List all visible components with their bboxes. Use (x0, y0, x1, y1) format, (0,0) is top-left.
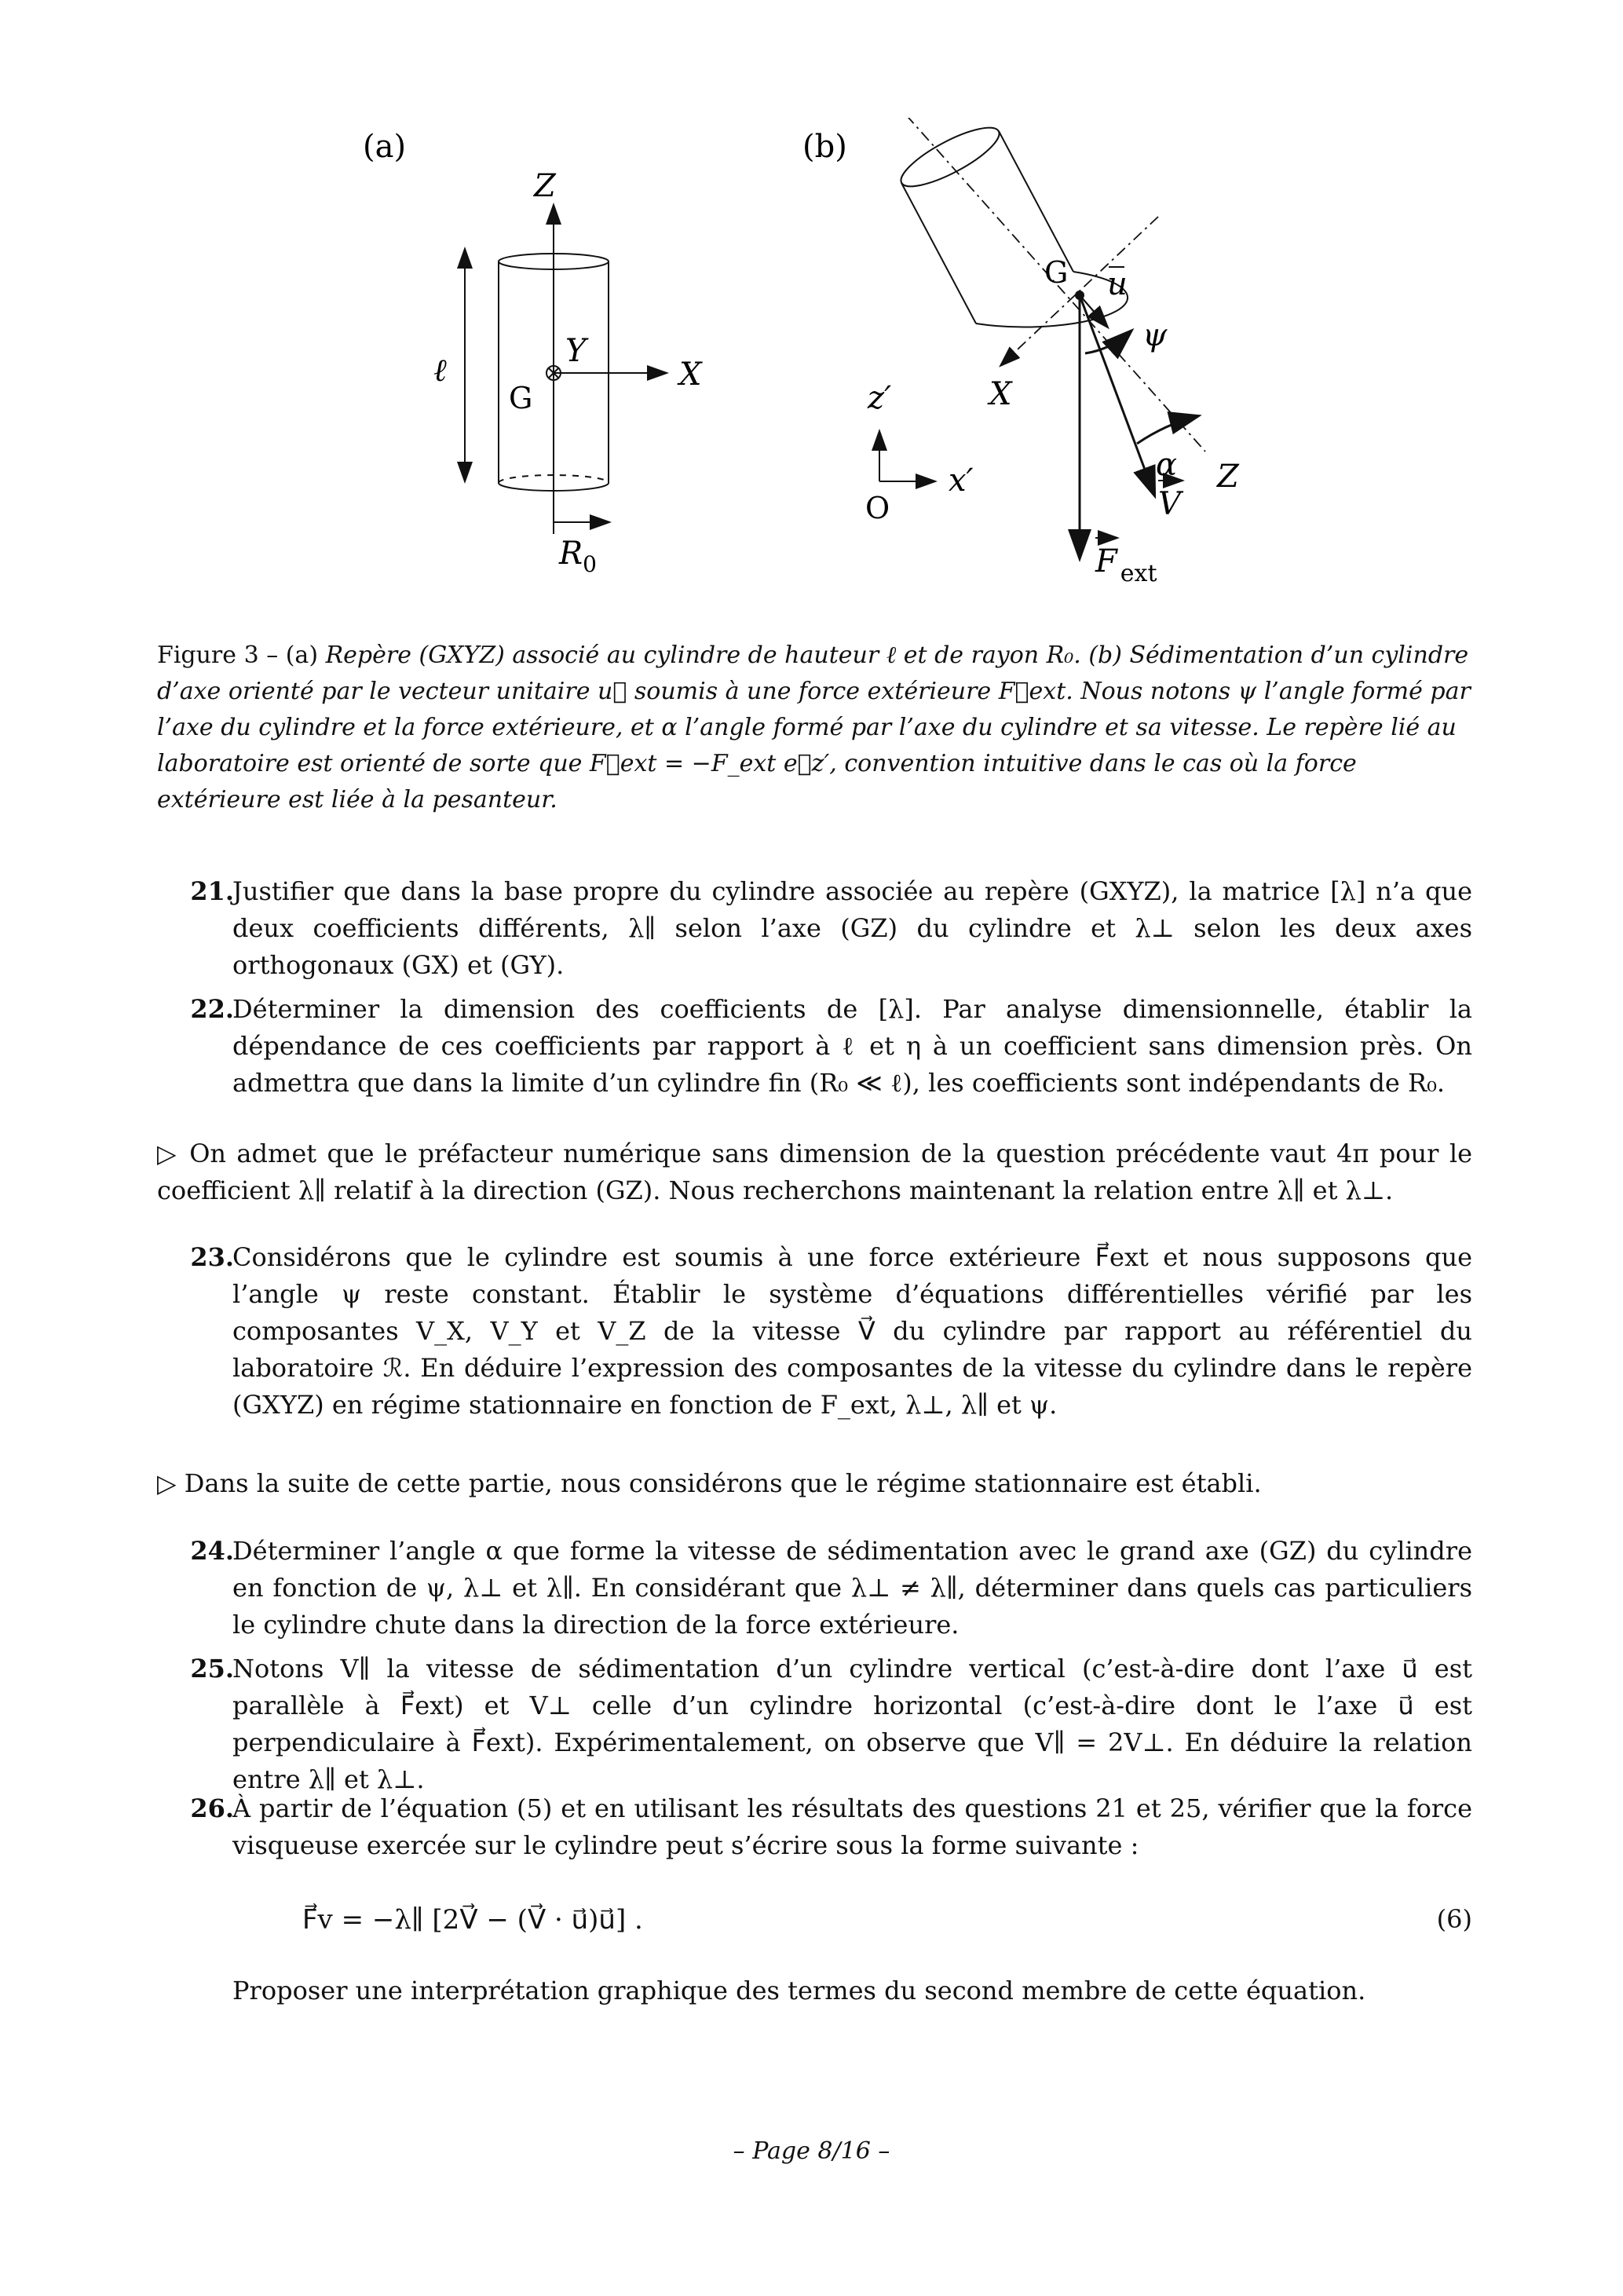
question-number: 23. (190, 1242, 234, 1272)
question-21 (157, 873, 1472, 984)
question-text: Justifier que dans la base propre du cylindre associée au repère (GXYZ), la matrice [λ] n’a que deux coefficients différents, λ∥ selon l’axe (GZ) du cylindre et λ⊥ selon les deux axes orthogonaux (GX) et (GY). (232, 876, 1472, 980)
question-text: Déterminer l’angle α que forme la vitesse de sédimentation avec le grand axe (GZ) du cylindre en fonction de ψ, λ⊥ et λ∥. En considérant que λ⊥ ≠ λ∥, déterminer dans quels cas particuliers le cylindre chute dans la direction de la force extérieure. (232, 1536, 1472, 1640)
question-23 (157, 1239, 1472, 1424)
question-text: À partir de l’équation (5) et en utilisant les résultats des questions 21 et 25, vérifier que la force visqueuse exercée sur le cylindre peut s’écrire sous la forme suivante : (232, 1793, 1472, 1860)
label-x-prime: x′ (949, 462, 974, 499)
question-24 (157, 1533, 1472, 1643)
label-v: V (1158, 486, 1181, 522)
label-psi: ψ (1142, 317, 1168, 353)
label-u: u (1107, 266, 1128, 302)
label-ell: ℓ (433, 353, 447, 389)
figure-3 (157, 118, 1492, 620)
caption-text: Repère (GXYZ) associé au cylindre de hauteur ℓ et de rayon R₀. (b) Sédimentation d’un cylindre d’axe orienté par le vecteur unitaire u⃗ soumis à une force extérieure F⃗ext. Nous notons ψ l’angle formé par l’axe du cylindre et la force extérieure, et α l’angle formé par l’axe du cylindre et sa vitesse. Le repère lié au laboratoire est orienté de sorte que F⃗ext = −F_ext e⃗z′, convention intuitive dans le cas où la force extérieure est liée à la pesanteur. (157, 642, 1471, 813)
question-number: 21. (190, 876, 234, 906)
question-number: 26. (190, 1793, 234, 1823)
label-x-b: X (989, 376, 1012, 412)
question-26 (157, 1790, 1472, 1864)
note-stationary: ▷ Dans la suite de cette partie, nous considérons que le régime stationnaire est établi. (157, 1468, 1262, 1498)
note-prefactor: ▷ On admet que le préfacteur numérique sans dimension de la question précédente vaut 4π pour le coefficient λ∥ relatif à la direction (GZ). Nous recherchons maintenant la relation entre λ∥ et λ⊥. (157, 1139, 1472, 1205)
label-z-prime: z′ (868, 380, 892, 416)
label-z-axis: Z (534, 168, 556, 204)
page-footer: – Page 8/16 – (733, 2137, 890, 2165)
question-22 (157, 991, 1472, 1102)
label-g-b: G (1044, 255, 1069, 290)
equation-number: (6) (1436, 1904, 1472, 1934)
question-number: 25. (190, 1654, 234, 1684)
label-x-axis: X (679, 356, 702, 393)
label-alpha: α (1156, 447, 1178, 483)
label-f: F $_{ext}$ (1095, 543, 1157, 587)
equation-6: F⃗v = −λ∥ [2V⃗ − (V⃗ · u⃗)u⃗] . (302, 1904, 643, 1936)
label-o: O (865, 491, 890, 525)
label-a: (a) (363, 129, 407, 165)
question-text: Considérons que le cylindre est soumis à une force extérieure F⃗ext et nous supposons que l’angle ψ reste constant. Établir le système d’équations différentielles vérifié par les composantes V_X, V_Y et V_Z de la vitesse V⃗ du cylindre par rapport au référentiel du laboratoire ℛ. En déduire l’expression des composantes de la vitesse du cylindre dans le repère (GXYZ) en régime stationnaire en fonction de F_ext, λ⊥, λ∥ et ψ. (232, 1242, 1472, 1420)
label-y-axis: Y (565, 333, 587, 369)
label-b: (b) (802, 129, 847, 165)
label-r0: $R_0$ (559, 536, 597, 577)
question-text: Déterminer la dimension des coefficients de [λ]. Par analyse dimensionnelle, établir la dépendance de ces coefficients par rapport à ℓ et η à un coefficient sans dimension près. On admettra que dans la limite d’un cylindre fin (R₀ ≪ ℓ), les coefficients sont indépendants de R₀. (232, 994, 1472, 1098)
caption-prefix: Figure 3 – (a) (157, 642, 326, 669)
alpha-angle-arc (1137, 416, 1197, 444)
question-25 (157, 1651, 1472, 1794)
question-number: 22. (190, 994, 234, 1024)
label-z-b: Z (1217, 459, 1239, 495)
figure-caption (157, 638, 1472, 818)
question-number: 24. (190, 1536, 234, 1566)
after-equation-text: Proposer une interprétation graphique des termes du second membre de cette équation. (232, 1976, 1366, 2005)
question-text: Notons V∥ la vitesse de sédimentation d’un cylindre vertical (c’est-à-dire dont l’axe u⃗ est parallèle à F⃗ext) et V⊥ celle d’un cylindre horizontal (c’est-à-dire dont le l’axe u⃗ est perpendiculaire à F⃗ext). Expérimentalement, on observe que V∥ = 2V⊥. En déduire la relation entre λ∥ et λ⊥. (232, 1654, 1472, 1794)
figure-3-drawing (157, 118, 1492, 620)
label-g: G (509, 381, 533, 415)
